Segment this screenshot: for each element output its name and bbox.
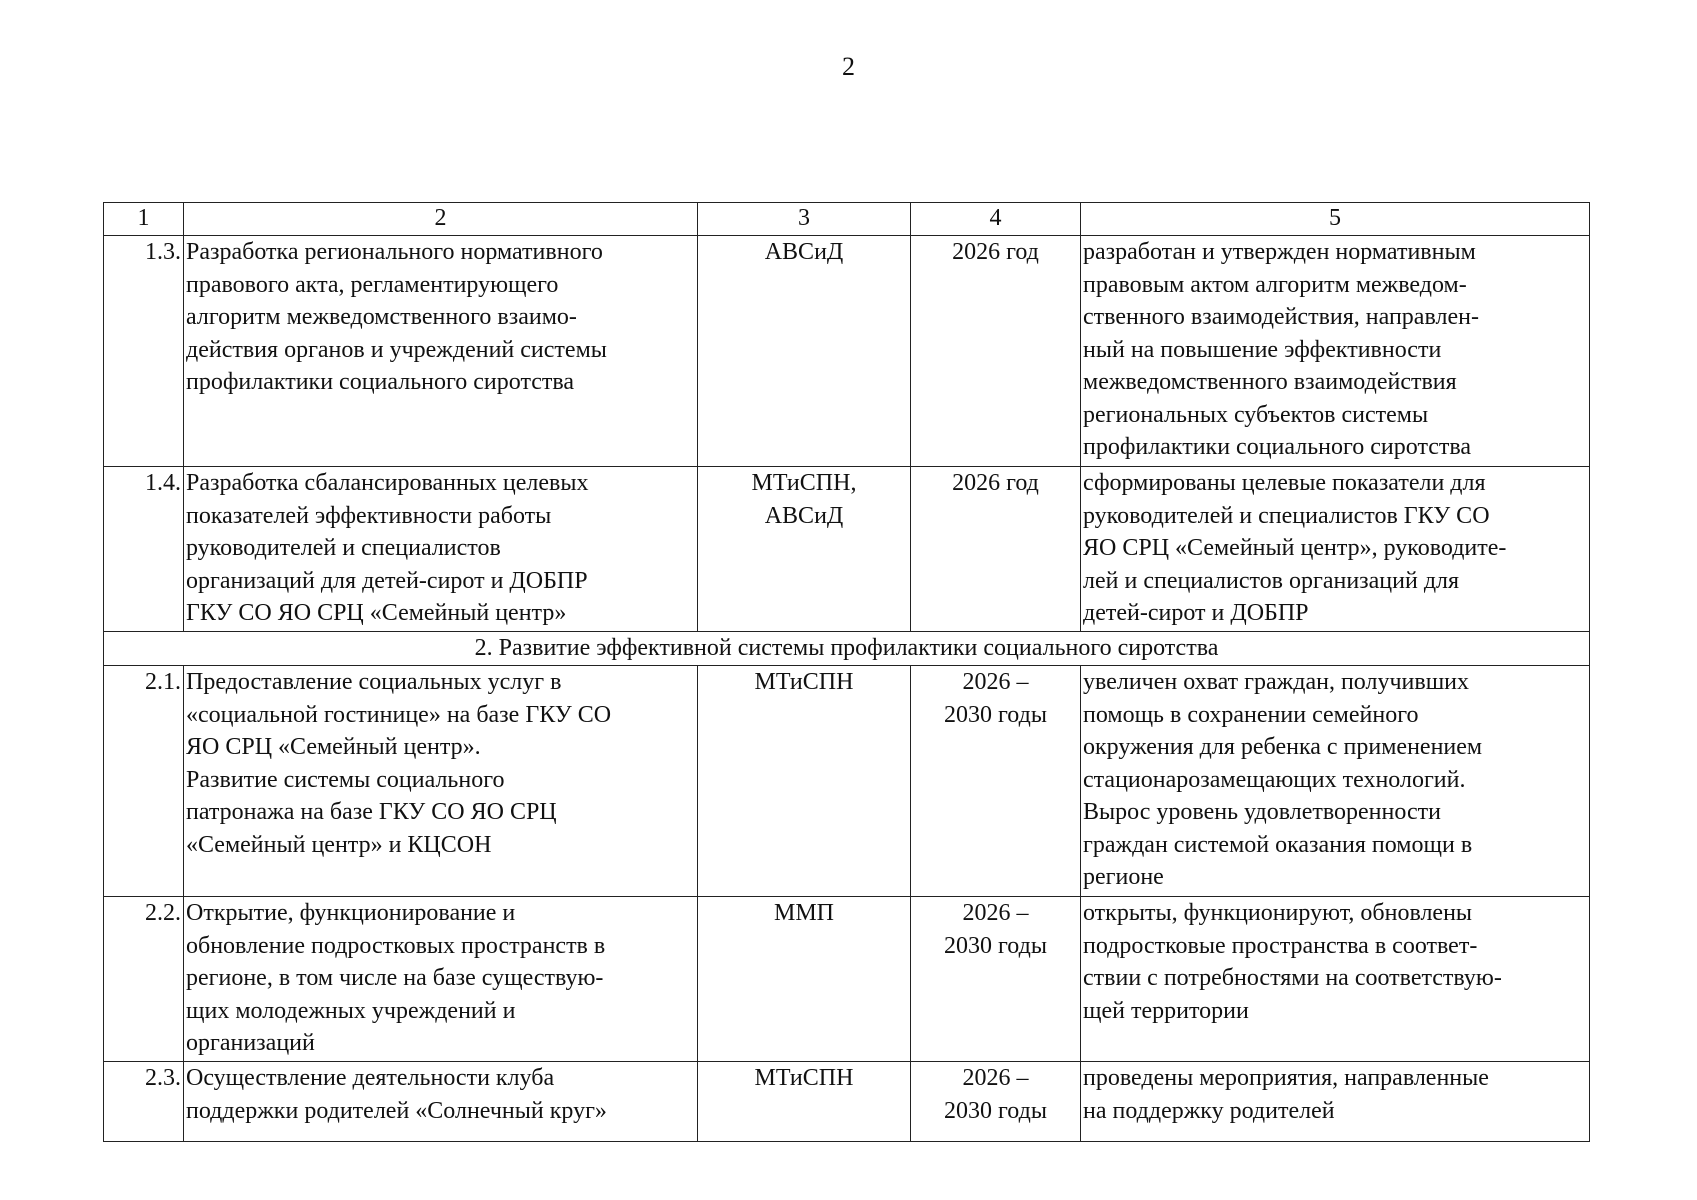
plan-table (103, 202, 1590, 1142)
result-cell (1081, 1062, 1590, 1142)
term-cell (911, 666, 1081, 897)
executor-text: АВСиД (764, 239, 844, 265)
row-number: 2.2. (104, 897, 184, 1062)
result-text: увеличен охват граждан, получивших помощь в сохранении семейного окружения для ребенка с применением стационарозамещающих технологий. Вырос уровень удовлетворенности граждан системой оказания помощи в регионе (1083, 669, 1483, 890)
page-number: 2 (842, 52, 855, 81)
column-number-4: 4 (911, 203, 1081, 236)
executor-text: ММП (773, 900, 834, 926)
term-cell (911, 467, 1081, 632)
column-number-3: 3 (698, 203, 911, 236)
result-text: проведены мероприятия, направленные на поддержку родителей (1083, 1065, 1489, 1124)
action-cell (184, 467, 698, 632)
action-cell (184, 666, 698, 897)
result-cell (1081, 666, 1590, 897)
result-cell (1081, 236, 1590, 467)
term-text: 2026 – 2030 годы (944, 900, 1047, 959)
executor-text: МТиСПН (754, 669, 854, 695)
result-cell (1081, 897, 1590, 1062)
term-text: 2026 – 2030 годы (944, 1065, 1047, 1124)
executor-cell (698, 236, 911, 467)
term-cell (911, 236, 1081, 467)
term-cell (911, 897, 1081, 1062)
action-text: Открытие, функционирование и обновление подростковых пространств в регионе, в том числе на базе существую- щих молодежных учреждений и организаций (186, 900, 606, 1056)
column-number-5: 5 (1081, 203, 1590, 236)
table-row (104, 897, 1590, 1062)
term-cell (911, 1062, 1081, 1142)
term-text: 2026 год (952, 470, 1039, 496)
column-number-1: 1 (104, 203, 184, 236)
section-title: 2. Развитие эффективной системы профилактики социального сиротства (104, 632, 1590, 666)
section-header-row (104, 632, 1590, 666)
executor-cell (698, 1062, 911, 1142)
action-cell (184, 236, 698, 467)
term-text: 2026 год (952, 239, 1039, 265)
column-number-row (104, 203, 1590, 236)
executor-cell (698, 897, 911, 1062)
action-text: Осуществление деятельности клуба поддержки родителей «Солнечный круг» (186, 1065, 607, 1124)
action-text: Разработка регионального нормативного правового акта, регламентирующего алгоритм межведомственного взаимо- действия органов и учреждений системы профилактики социального сиротства (186, 239, 607, 395)
table-row (104, 1062, 1590, 1142)
executor-cell (698, 666, 911, 897)
table-row (104, 666, 1590, 897)
row-number: 1.4. (104, 467, 184, 632)
action-cell (184, 897, 698, 1062)
executor-cell (698, 467, 911, 632)
action-text: Разработка сбалансированных целевых показателей эффективности работы руководителей и специалистов организаций для детей-сирот и ДОБПР ГКУ СО ЯО СРЦ «Семейный центр» (186, 470, 589, 626)
executor-text: МТиСПН (754, 1065, 854, 1091)
table-row (104, 467, 1590, 632)
result-text: открыты, функционируют, обновлены подростковые пространства в соответ- ствии с потребностями на соответствую- щей территории (1083, 900, 1502, 1024)
row-number: 2.3. (104, 1062, 184, 1142)
result-text: разработан и утвержден нормативным правовым актом алгоритм межведом- ственного взаимодействия, направлен- ный на повышение эффективности межведомственного взаимодействия региональных субъектов системы профилактики социального сиротства (1083, 239, 1479, 460)
term-text: 2026 – 2030 годы (944, 669, 1047, 728)
row-number: 1.3. (104, 236, 184, 467)
row-number: 2.1. (104, 666, 184, 897)
action-text: Предоставление социальных услуг в «социальной гостинице» на базе ГКУ СО ЯО СРЦ «Семейный центр». Развитие системы социального патронажа на базе ГКУ СО ЯО СРЦ «Семейный центр» и КЦСОН (186, 669, 612, 858)
result-cell (1081, 467, 1590, 632)
executor-text: МТиСПН, АВСиД (751, 470, 857, 529)
action-cell (184, 1062, 698, 1142)
column-number-2: 2 (184, 203, 698, 236)
result-text: сформированы целевые показатели для руководителей и специалистов ГКУ СО ЯО СРЦ «Семейный центр», руководите- лей и специалистов организаций для детей-сирот и ДОБПР (1083, 470, 1507, 626)
table-row (104, 236, 1590, 467)
